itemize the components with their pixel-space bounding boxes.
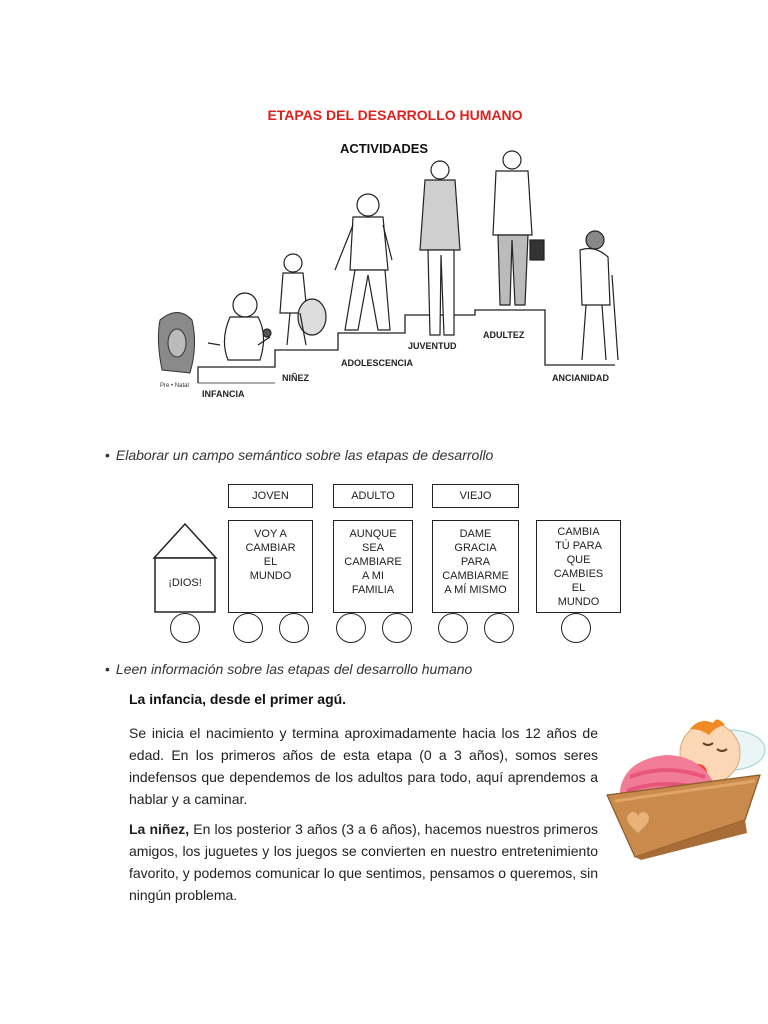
label-ancianidad: ANCIANIDAD (552, 373, 609, 383)
train-car-1: VOY A CAMBIAR EL MUNDO (228, 520, 313, 613)
wheel (336, 613, 366, 643)
paragraph-lead: La niñez, (129, 821, 190, 837)
label-adolescencia: ADOLESCENCIA (341, 358, 414, 368)
paragraph-body: En los posterior 3 años (3 a 6 años), hacemos nuestros primeros amigos, los juguetes y los juegos se convierten en nuestro entretenimiento favorito, y podemos comunicar lo que sentimos, pensamos o queremos, sin ningún problema. (129, 821, 598, 903)
elderly-figure (580, 231, 618, 360)
activity-text: Elaborar un campo semántico sobre las etapas de desarrollo (115, 447, 494, 463)
head-box-adulto: ADULTO (333, 484, 413, 508)
child-figure (280, 254, 326, 345)
wheel (438, 613, 468, 643)
reading-heading: La infancia, desde el primer agú. (129, 691, 347, 707)
reading-paragraph-infancia: Se inicia el nacimiento y termina aproximadamente hacia los 12 años de edad. En los primeros años de esta etapa (0 a 3 años), somos seres indefensos que dependemos de los adultos para todo, aquí aprendemos a hablar y a caminar. (129, 725, 598, 807)
adult-figure (493, 151, 544, 305)
activity-semantic-field (105, 447, 493, 463)
train-car-2: AUNQUE SEA CAMBIARE A MI FAMILIA (333, 520, 413, 613)
train-car-3: DAME GRACIA PARA CAMBIARME A MÍ MISMO (432, 520, 519, 613)
label-adultez: ADULTEZ (483, 330, 525, 340)
baby-cradle-illustration (605, 715, 768, 860)
page-title: ETAPAS DEL DESARROLLO HUMANO (267, 107, 523, 123)
reading-paragraph-ninez (129, 818, 598, 906)
activity-read-info (105, 661, 472, 677)
wheel (279, 613, 309, 643)
head-box-viejo: VIEJO (432, 484, 519, 508)
wheel (484, 613, 514, 643)
label-ninez: NIÑEZ (282, 373, 309, 383)
wheel (382, 613, 412, 643)
adolescent-figure (335, 194, 392, 330)
wheel (561, 613, 591, 643)
wheel (170, 613, 200, 643)
label-juventud: JUVENTUD (408, 341, 457, 351)
youth-figure (420, 161, 460, 335)
fetus-figure (158, 313, 194, 390)
label-infancia: INFANCIA (202, 389, 245, 399)
locomotive (152, 520, 218, 614)
stages-illustration (150, 145, 620, 405)
page-subtitle: ACTIVIDADES (339, 141, 429, 156)
locomotive-text: ¡DIOS! (168, 577, 202, 589)
bullet-dot: • (105, 661, 110, 677)
baby-figure (208, 293, 271, 360)
wheel (233, 613, 263, 643)
head-box-joven: JOVEN (228, 484, 313, 508)
activity-text: Leen información sobre las etapas del desarrollo humano (115, 661, 473, 677)
fetus-caption: Pre • Natal (160, 383, 189, 389)
train-car-4: CAMBIA TÚ PARA QUE CAMBIES EL MUNDO (536, 520, 621, 613)
bullet-dot: • (105, 447, 110, 463)
